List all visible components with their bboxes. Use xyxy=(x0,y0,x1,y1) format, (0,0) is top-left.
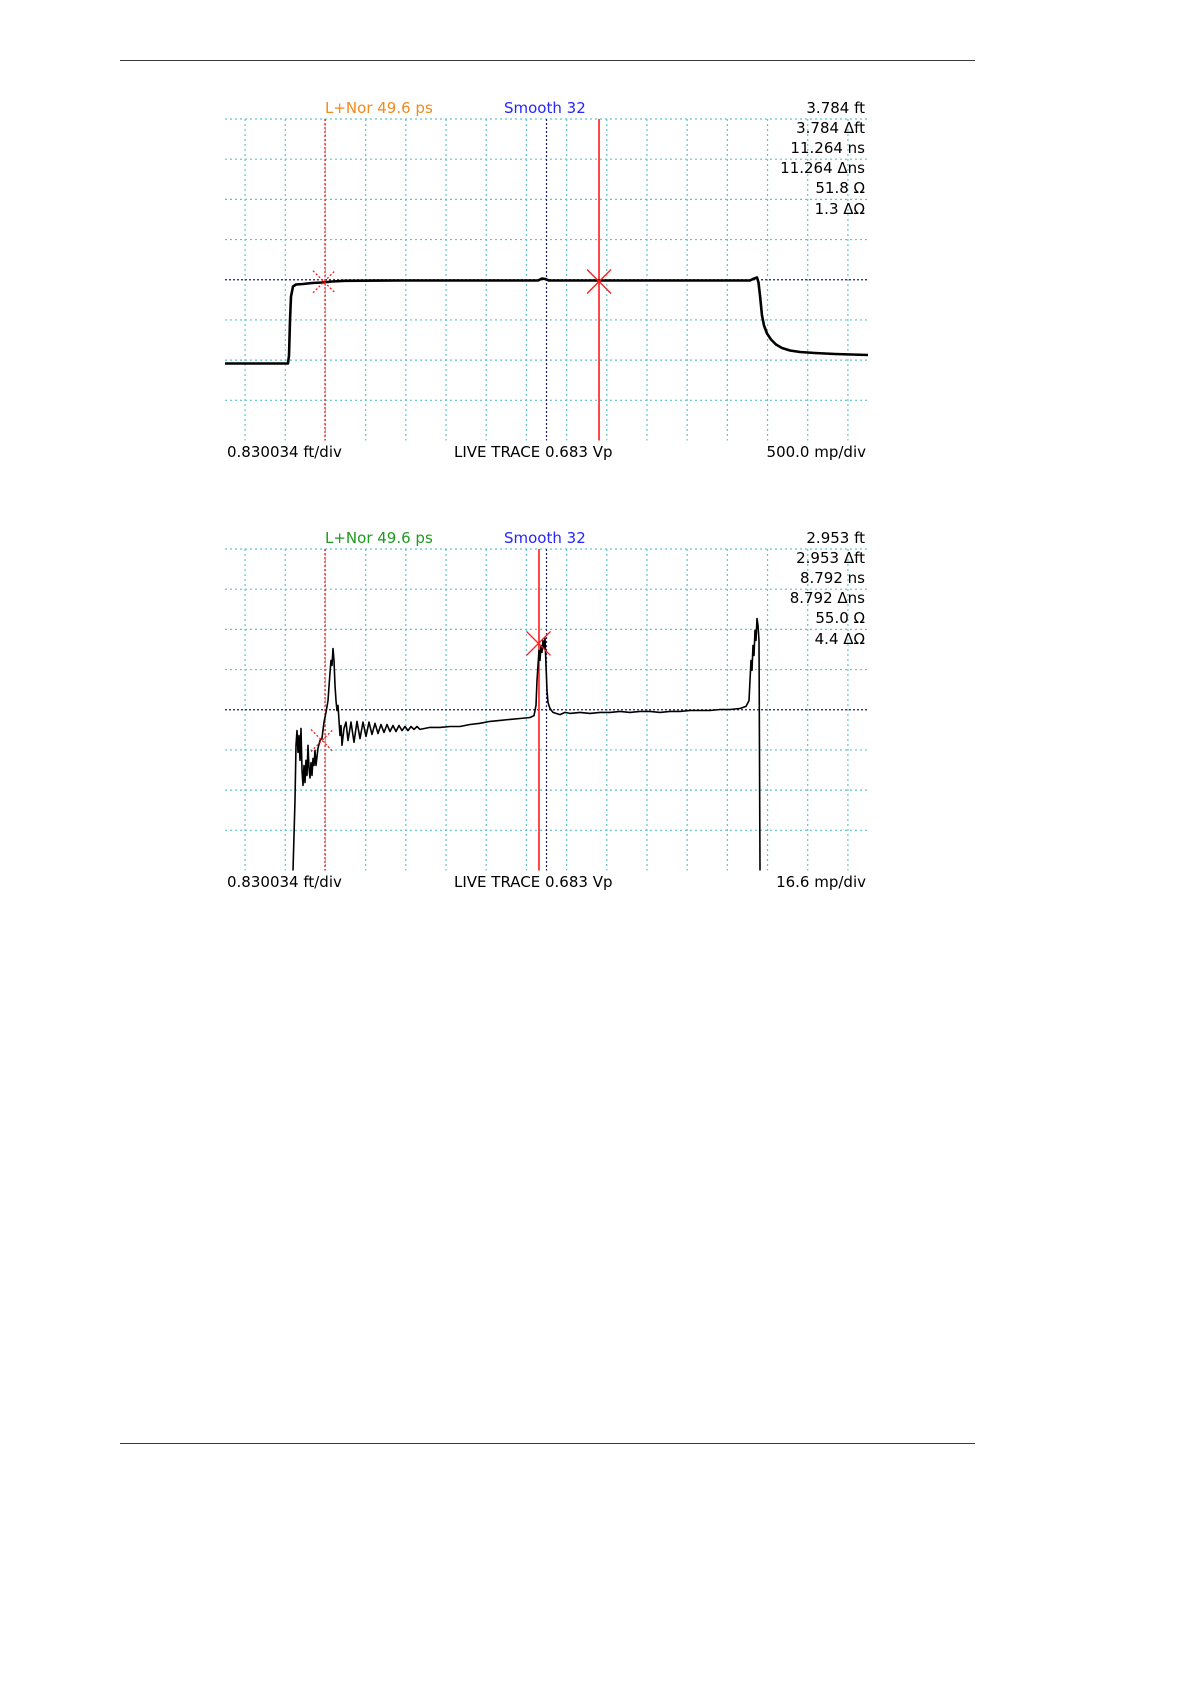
trace-label: LIVE TRACE 0.683 Vp xyxy=(454,443,613,461)
readout-time: 8.792 ns xyxy=(799,568,865,587)
trace-plot xyxy=(225,119,868,441)
readout-impedance: 55.0 Ω xyxy=(815,609,865,628)
smooth-label: Smooth 32 xyxy=(504,98,586,117)
footer-rule xyxy=(120,1443,975,1444)
filter-label: L+Nor 49.6 ps xyxy=(325,528,433,547)
readout-distance: 3.784 ft xyxy=(806,98,865,117)
readout-delta-impedance: 1.3 ΔΩ xyxy=(814,199,865,218)
trace-label: LIVE TRACE 0.683 Vp xyxy=(454,873,613,891)
readout-impedance: 51.8 Ω xyxy=(815,179,865,198)
cursor-readouts xyxy=(790,528,865,649)
readout-delta-impedance: 4.4 ΔΩ xyxy=(814,629,865,648)
readout-time: 11.264 ns xyxy=(790,138,865,157)
horizontal-scale-label: 0.830034 ft/div xyxy=(227,873,342,891)
smooth-label: Smooth 32 xyxy=(504,528,586,547)
readout-delta-distance: 3.784 Δft xyxy=(796,118,865,137)
header-rule xyxy=(120,60,975,61)
readout-distance: 2.953 ft xyxy=(806,528,865,547)
vertical-scale-label: 500.0 mp/div xyxy=(766,443,866,461)
readout-delta-time: 8.792 Δns xyxy=(789,589,865,608)
cursor-readouts xyxy=(780,98,865,219)
readout-delta-time: 11.264 Δns xyxy=(780,159,865,178)
readout-delta-distance: 2.953 Δft xyxy=(796,548,865,567)
vertical-scale-label: 16.6 mp/div xyxy=(776,873,866,891)
horizontal-scale-label: 0.830034 ft/div xyxy=(227,443,342,461)
tdr-trace-chart-top xyxy=(225,98,868,461)
trace-plot xyxy=(225,549,868,871)
tdr-trace-chart-bottom xyxy=(225,528,868,891)
filter-label: L+Nor 49.6 ps xyxy=(325,98,433,117)
